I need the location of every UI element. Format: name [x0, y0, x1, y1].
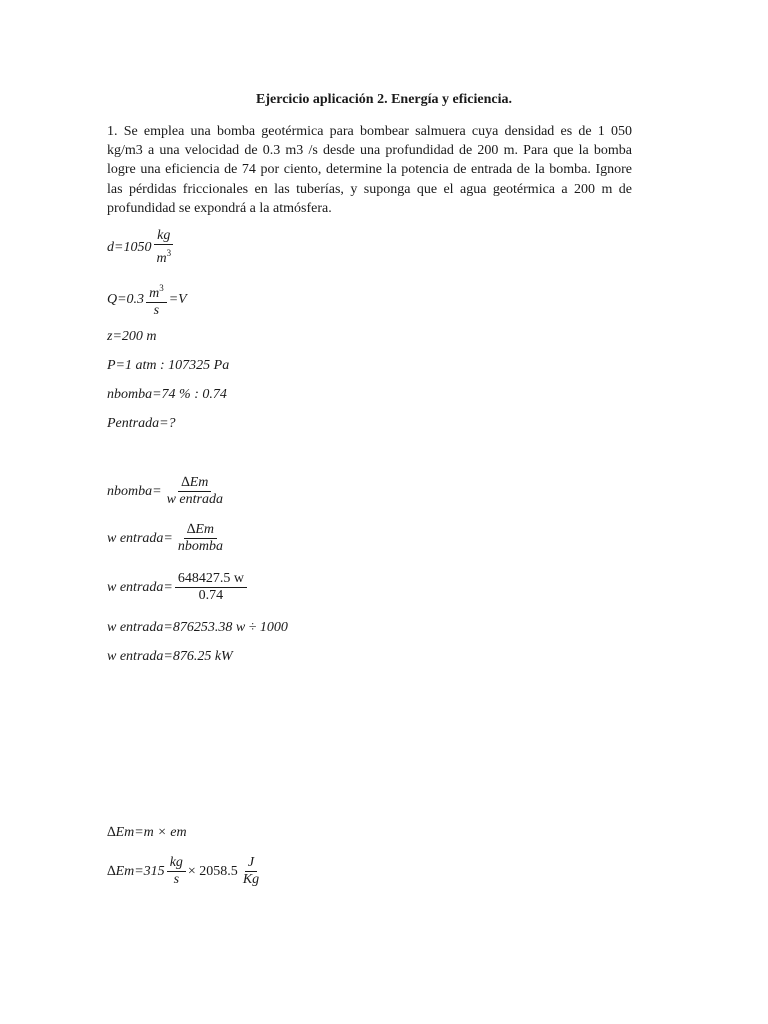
efficiency-def-fraction: [164, 475, 226, 508]
equation-unknown: Pentrada=?: [107, 416, 176, 431]
input-power-def-fraction: [175, 522, 226, 555]
flow-num-base: m: [149, 286, 160, 301]
flow-lhs: Q=0.3: [107, 291, 145, 307]
energy-change-sub-lhs: ∆Em=315: [107, 863, 165, 879]
equation-input-power-def: [107, 522, 228, 555]
density-denominator: [153, 245, 174, 267]
document-title: Ejercicio aplicación 2. Energía y eficiencia.: [256, 92, 512, 107]
input-power-sub-denominator: 0.74: [198, 588, 224, 603]
input-power-def-numerator: ∆Em: [184, 522, 217, 539]
flow-num-exp: 3: [159, 283, 164, 293]
mass-flow-denominator: s: [173, 872, 180, 887]
input-power-sub-lhs: w entrada=: [107, 579, 173, 595]
efficiency-def-lhs: nbomba=: [107, 483, 162, 499]
equation-input-power-sub: [107, 571, 249, 604]
energy-change-sub-mid: × 2058.5: [187, 863, 238, 879]
specific-energy-fraction: [240, 855, 262, 888]
flow-fraction: [146, 280, 167, 319]
equation-energy-change-sub: [107, 855, 264, 888]
input-power-sub-fraction: [175, 571, 247, 604]
mass-flow-fraction: [167, 855, 186, 888]
problem-statement: 1. Se emplea una bomba geotérmica para bombear salmuera cuya densidad es de 1 050 kg/m3 a una velocidad de 0.3 m3 /s desde una profundidad de 200 m. Para que la bomba logre una eficiencia de 74 por ciento, determine la potencia de entrada de la bomba. Ignore las pérdidas friccionales en las tuberías, y suponga que el agua geotérmica a 200 m de profundidad se expondrá a la atmósfera.: [107, 124, 632, 216]
density-numerator: kg: [154, 228, 173, 245]
equation-flow: [107, 280, 187, 319]
efficiency-def-denominator: w entrada: [166, 492, 223, 507]
density-fraction: [153, 228, 174, 267]
specific-energy-numerator: J: [245, 855, 257, 872]
flow-rhs: =V: [168, 291, 187, 307]
input-power-sub-numerator: 648427.5 w: [175, 571, 247, 588]
specific-energy-denominator: Kg: [242, 872, 260, 887]
efficiency-def-numerator: ∆Em: [178, 475, 211, 492]
density-lhs: d=1050: [107, 239, 152, 255]
flow-denominator: s: [153, 303, 160, 318]
equation-efficiency-def: [107, 475, 228, 508]
flow-numerator: [146, 280, 167, 303]
equation-input-power-watts: w entrada=876253.38 w ÷ 1000: [107, 620, 288, 635]
equation-density: [107, 228, 176, 267]
equation-energy-change: ∆Em=m × em: [107, 825, 187, 840]
equation-depth: z=200 m: [107, 329, 157, 344]
density-den-base: m: [156, 251, 167, 266]
input-power-def-denominator: nbomba: [177, 539, 223, 554]
density-den-exp: 3: [166, 248, 172, 258]
equation-input-power-kw: w entrada=876.25 kW: [107, 649, 233, 664]
mass-flow-numerator: kg: [167, 855, 186, 872]
equation-efficiency: nbomba=74 % : 0.74: [107, 387, 227, 402]
input-power-def-lhs: w entrada=: [107, 530, 173, 546]
equation-pressure: P=1 atm : 107325 Pa: [107, 358, 230, 373]
